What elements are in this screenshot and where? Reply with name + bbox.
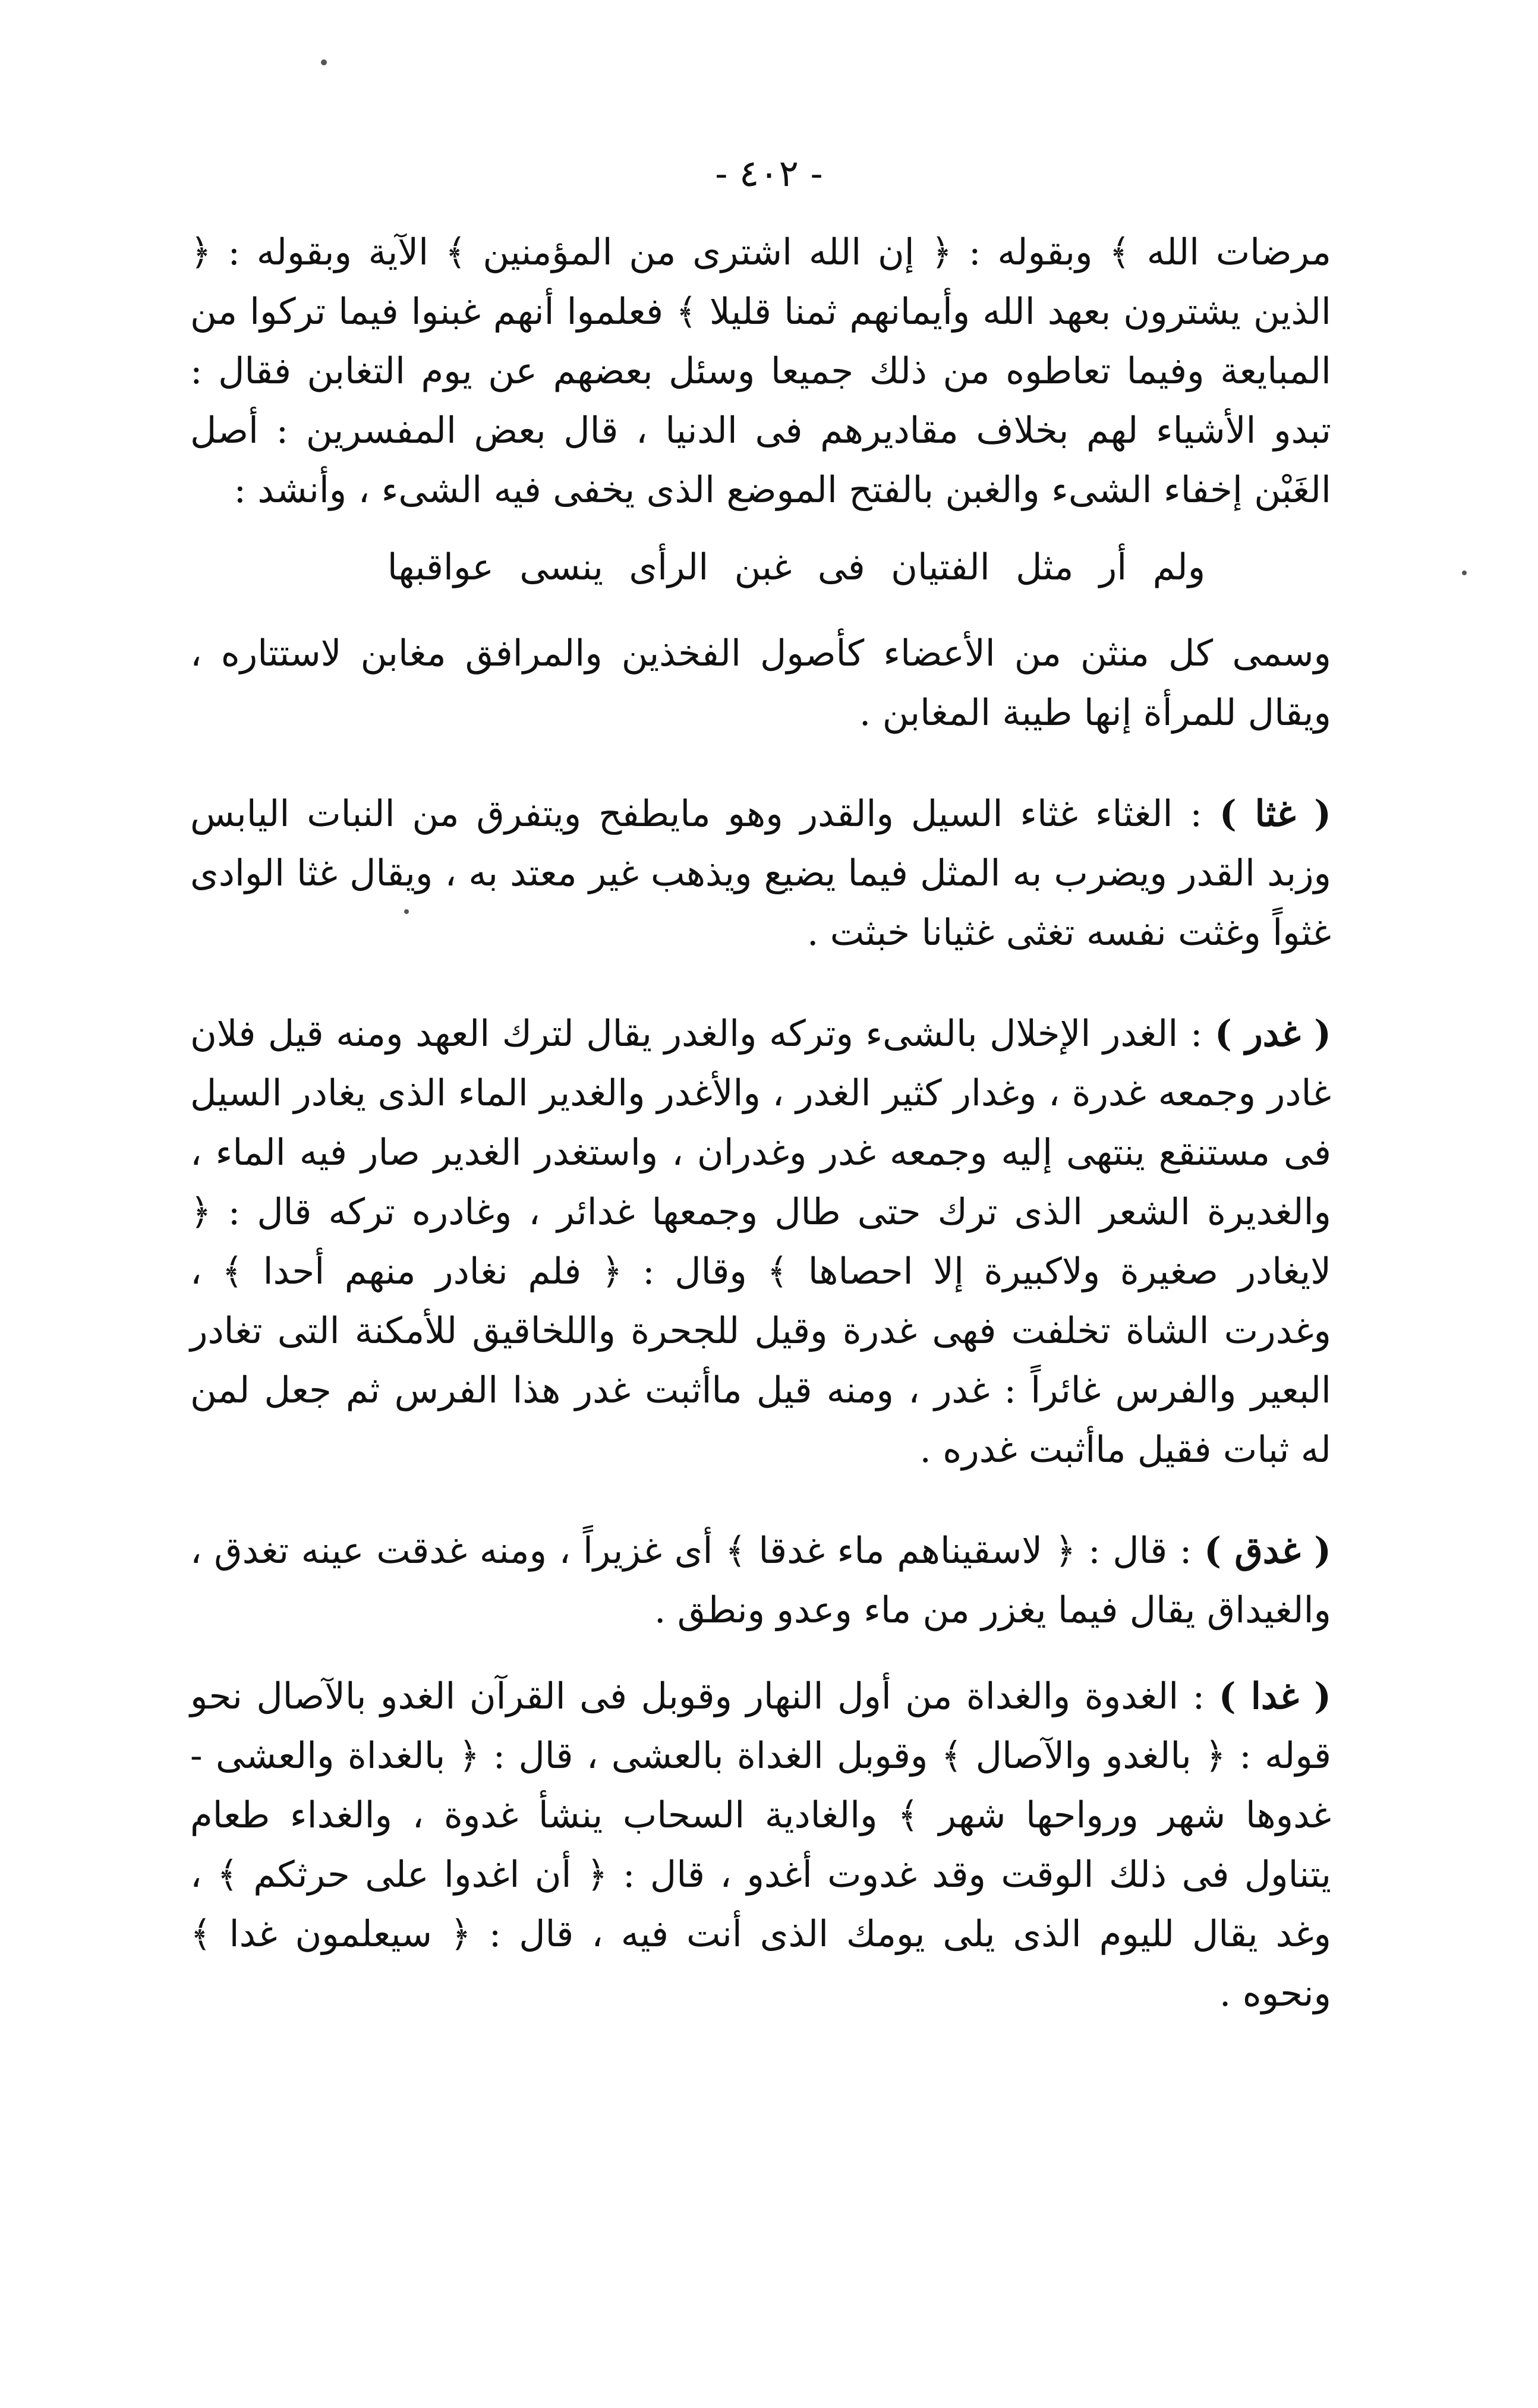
entry-text: : الغدوة والغداة من أول النهار وقوبل فى القرآن الغدو بالآصال نحو قوله : ﴿ بالغدو والآصال ﴾ وقوبل الغداة بالعشى ، قال : ﴿ بالغداة والعشى - غدوها شهر ورواحها شهر ﴾ والغادية السحاب ينشأ غدوة ، والغداء طعام يتناول فى ذلك الوقت وقد غدوت أغدو ، قال : ﴿ أن اغدوا على حرثكم ﴾ ، وغد يقال لليوم الذى يلى يومك الذى أنت فيه ، قال : ﴿ سيعلمون غدا ﴾ ونحوه . [190, 1675, 1331, 2015]
entry-ghadaq [190, 1521, 1331, 1640]
intro-paragraph: مرضات الله ﴾ وبقوله : ﴿ إن الله اشترى من المؤمنين ﴾ الآية وبقوله : ﴿ الذين يشترون بعهد الله وأيمانهم ثمنا قليلا ﴾ فعلموا أنهم غبنوا فيما تركوا من المبايعة وفيما تعاطوه من ذلك جميعا وسئل بعضهم عن يوم التغابن فقال : تبدو الأشياء لهم بخلاف مقاديرهم فى الدنيا ، قال بعض المفسرين : أصل الغَبْن إخفاء الشىء والغبن بالفتح الموضع الذى يخفى فيه الشىء ، وأنشد : [190, 231, 1331, 511]
spacer [190, 1480, 1331, 1521]
spacer [190, 1640, 1331, 1667]
spacer [190, 597, 1331, 624]
scan-speck [321, 59, 327, 65]
poetry-verse: ولم أر مثل الفتيان فى غبن الرأى ينسى عواقبها [387, 546, 1206, 588]
spacer [190, 743, 1331, 784]
entry-text: : قال : ﴿ لاسقيناهم ماء غدقا ﴾ أى غزيراً ، ومنه غدقت عينه تغدق ، والغيداق يقال فيما يغزر من ماء وعدو ونطق . [190, 1530, 1331, 1631]
spacer [190, 520, 1331, 538]
entry-text: : الغدر الإخلال بالشىء وتركه والغدر يقال لترك العهد ومنه قيل فلان غادر وجمعه غدرة ، وغدار كثير الغدر ، والأغدر والغدير الماء الذى يغادر السيل فى مستنقع ينتهى إليه وجمعه غدر وغدران ، واستغدر الغدير صار فيه الماء ، والغديرة الشعر الذى ترك حتى طال وجمعها غدائر ، وغادره تركه قال : ﴿ لايغادر صغيرة ولاكبيرة إلا احصاها ﴾ وقال : ﴿ فلم نغادر منهم أحدا ﴾ ، وغدرت الشاة تخلفت فهى غدرة وقيل للجحرة واللخاقيق للأمكنة التى تغادر البعير والفرس غائراً : غدر ، ومنه قيل ماأثبت غدر هذا الفرس ثم جعل لمن له ثبات فقيل ماأثبت غدره . [190, 1013, 1331, 1471]
entry-text: : الغثاء غثاء السيل والقدر وهو مايطفح ويتفرق من النبات اليابس وزبد القدر ويضرب به المثل فيما يضيع ويذهب غير معتد به ، ويقال غثا الوادى غثواً وغثت نفسه تغثى غثيانا خبثت . [190, 793, 1331, 954]
scan-speck [1462, 571, 1467, 575]
entry-ghadar [190, 1004, 1331, 1480]
entry-ghada [190, 1667, 1331, 2024]
spacer [190, 963, 1331, 1004]
entry-heading: ( غدر ) [1215, 1013, 1331, 1055]
page-number: - ٤٠٢ - [715, 152, 823, 195]
entry-heading: ( غدق ) [1204, 1530, 1332, 1572]
entry-heading: ( غثا ) [1219, 793, 1332, 835]
entry-heading: ( غدا ) [1218, 1675, 1331, 1717]
page-body [190, 223, 1331, 2024]
after-verse-paragraph: وسمى كل منثن من الأعضاء كأصول الفخذين والمرافق مغابن لاستتاره ، ويقال للمرأة إنها طيبة المغابن . [190, 632, 1331, 734]
entry-ghatha [190, 784, 1331, 963]
